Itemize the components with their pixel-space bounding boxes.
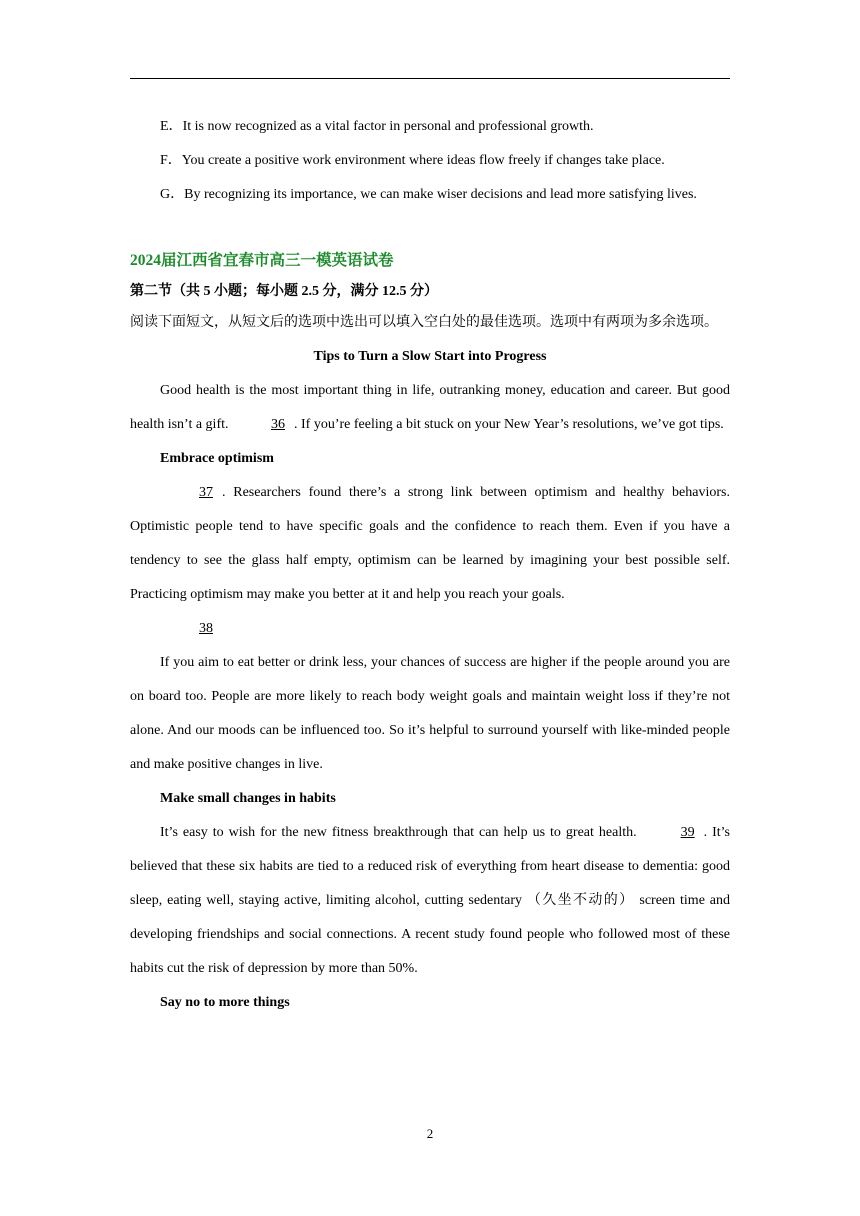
paragraph-4: It’s easy to wish for the new fitness breakthrough that can help us to great health. 39 . It’s believed that these six habits are tied to a reduced risk of everything from heart disease to dementia: good sleep, eating well, staying active, limiting alcohol, cutting sedentary （久坐不动的） screen time and developing friendships and social connections. A recent study found people who followed most of these habits cut the risk of depression by more than 50%. [130,816,730,986]
section-title: 2024届江西省宜春市高三一模英语试卷 [130,252,394,269]
blank-36: 36 [271,417,285,432]
part-heading: 第二节（共 5 小题；每小题 2.5 分，满分 12.5 分） [130,284,438,299]
heading-embrace-optimism: Embrace optimism [160,451,274,466]
paragraph-3: If you aim to eat better or drink less, your chances of success are higher if the people around you are on board too. People are more likely to reach body weight goals and maintain weight loss if they’re not alone. And our moods can be influenced too. So it’s helpful to surround yourself with like-minded people and make positive changes in live. [130,655,730,772]
option-g: G．By recognizing its importance, we can make wiser decisions and lead more satisfying lives. [160,187,697,202]
paragraph-38 [130,612,730,646]
blank-38: 38 [199,621,213,636]
heading-say-no: Say no to more things [160,995,290,1010]
heading-small-changes: Make small changes in habits [160,791,336,806]
instructions: 阅读下面短文，从短文后的选项中选出可以填入空白处的最佳选项。选项中有两项为多余选项。 [130,315,718,330]
option-e: E．It is now recognized as a vital factor in personal and professional growth. [160,119,594,134]
option-f: F．You create a positive work environment where ideas flow freely if changes take place. [160,153,665,168]
paragraph-2: 37 . Researchers found there’s a strong link between optimism and healthy behaviors. Optimistic people tend to have specific goals and the confidence to reach them. Even if you have a tendency to see the glass half empty, optimism can be learned by imagining your best possible self. Practicing optimism may make you better at it and help you reach your goals. [130,476,730,612]
header-rule [130,78,730,79]
document-page [130,110,730,1020]
blank-37: 37 [199,485,213,500]
page-number: 2 [426,1126,434,1141]
article-title: Tips to Turn a Slow Start into Progress [313,349,547,364]
paragraph-1: Good health is the most important thing in life, outranking money, education and career. But good health isn’t a gift. 36 . If you’re feeling a bit stuck on your New Year’s resolutions, we’ve got tips. [130,374,730,442]
blank-39: 39 [680,825,695,840]
